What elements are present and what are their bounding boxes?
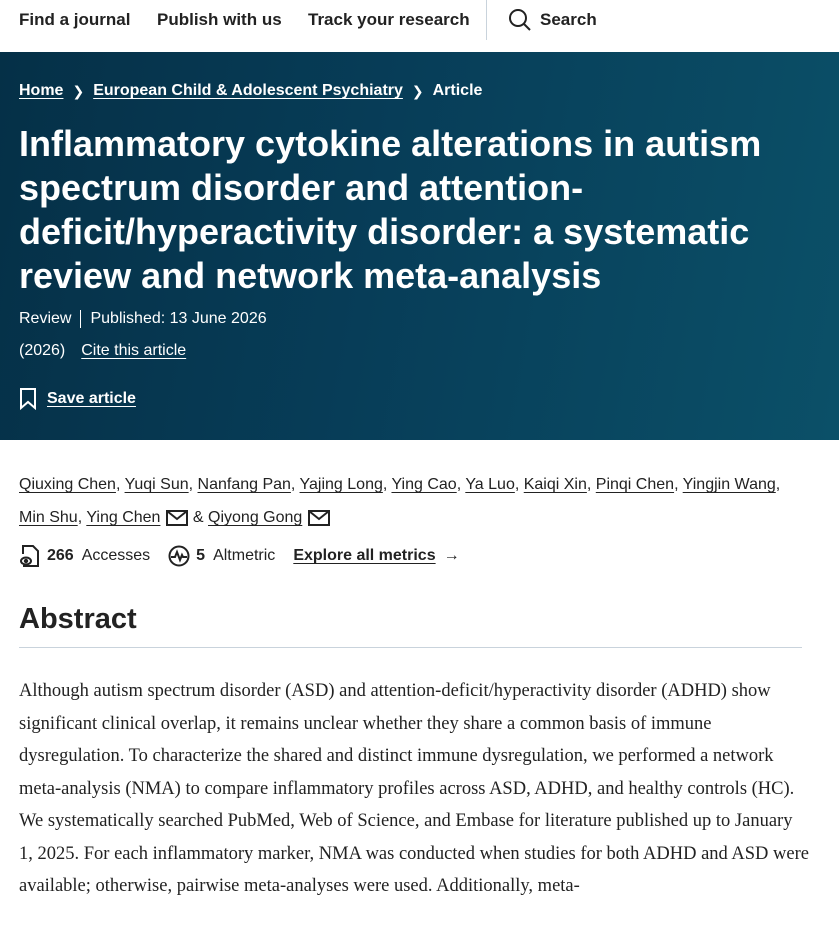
- article-meta: [19, 310, 267, 328]
- author-link[interactable]: Ying Cao: [391, 476, 457, 493]
- breadcrumb-home[interactable]: Home: [19, 82, 64, 99]
- accesses-icon: [19, 544, 41, 568]
- author-link[interactable]: Yingjin Wang: [682, 476, 776, 493]
- accesses-metric: [19, 544, 150, 568]
- author-link[interactable]: Yuqi Sun: [124, 476, 189, 493]
- email-icon[interactable]: [166, 510, 188, 526]
- author-link[interactable]: Kaiqi Xin: [523, 476, 587, 493]
- abstract-heading: Abstract: [19, 603, 137, 635]
- abstract-divider: [19, 647, 802, 648]
- cite-article-link[interactable]: Cite this article: [81, 342, 187, 359]
- search-button[interactable]: [508, 8, 597, 32]
- chevron-right-icon: ❯: [411, 82, 424, 99]
- meta-divider: [80, 310, 81, 328]
- search-label: Search: [540, 10, 597, 29]
- author-ampersand: &: [192, 509, 204, 526]
- accesses-count: 266: [47, 547, 74, 564]
- altmetric-icon: [168, 545, 190, 567]
- abstract-text: Although autism spectrum disorder (ASD) and attention-deficit/hyperactivity disorder (ADHD) show significant clinical overlap, it remains unclear whether they share a common basis of immune dysregulation. To characterize the shared and distinct immune dysregulation, we performed a network meta-analysis (NMA) to compare inflammatory profiles across ASD, ADHD, and healthy controls (HC). We systematically searched PubMed, Web of Science, and Embase for literature published up to January 1, 2025. For each inflammatory marker, NMA was conducted when studies for both ADHD and ASD were available; otherwise, pairwise meta-analyses were used. Additionally, meta-: [19, 681, 809, 896]
- article-metrics: [19, 544, 460, 568]
- author-link[interactable]: Ying Chen: [86, 509, 161, 526]
- nav-track-research[interactable]: Track your research: [308, 10, 470, 29]
- article-type: Review: [19, 310, 72, 327]
- nav-divider: [486, 0, 487, 40]
- author-link[interactable]: Pinqi Chen: [595, 476, 675, 493]
- author-list: Qiuxing Chen, Yuqi Sun, Nanfang Pan, Yajing Long, Ying Cao, Ya Luo, Kaiqi Xin, Pinqi Chen, Yingjin Wang, Min Shu, Ying Chen & Qiyong Gong: [19, 476, 781, 526]
- nav-publish-with-us[interactable]: Publish with us: [157, 10, 282, 29]
- breadcrumb-current: Article: [432, 82, 483, 99]
- author-link[interactable]: Qiuxing Chen: [19, 476, 116, 493]
- altmetric-count: 5: [196, 547, 206, 564]
- author-link[interactable]: Min Shu: [19, 509, 78, 526]
- altmetric-label: Altmetric: [213, 547, 276, 564]
- author-link[interactable]: Yajing Long: [299, 476, 383, 493]
- page-title: Inflammatory cytokine alterations in autism spectrum disorder and attention-deficit/hyperactivity disorder: a systematic review and network meta-analysis: [19, 123, 762, 296]
- article-year: (2026): [19, 342, 66, 359]
- citation-meta: [19, 342, 186, 360]
- save-article-label: Save article: [47, 390, 136, 407]
- published-date: Published: 13 June 2026: [90, 310, 267, 327]
- email-icon[interactable]: [308, 510, 330, 526]
- chevron-right-icon: ❯: [72, 82, 85, 99]
- search-icon: [508, 8, 532, 32]
- bookmark-icon: [19, 388, 37, 410]
- author-link[interactable]: Nanfang Pan: [197, 476, 291, 493]
- arrow-right-icon: →: [443, 547, 460, 564]
- nav-find-journal[interactable]: Find a journal: [19, 10, 131, 29]
- accesses-label: Accesses: [81, 547, 151, 564]
- breadcrumb-journal[interactable]: European Child & Adolescent Psychiatry: [93, 82, 403, 99]
- author-link[interactable]: Ya Luo: [465, 476, 515, 493]
- author-link[interactable]: Qiyong Gong: [208, 509, 303, 526]
- altmetric-metric: [168, 545, 275, 567]
- breadcrumb: [19, 82, 482, 100]
- article-header: [0, 52, 839, 440]
- explore-metrics-link[interactable]: Explore all metrics: [293, 547, 436, 564]
- save-article-button[interactable]: [19, 388, 136, 410]
- top-navigation: [0, 0, 839, 52]
